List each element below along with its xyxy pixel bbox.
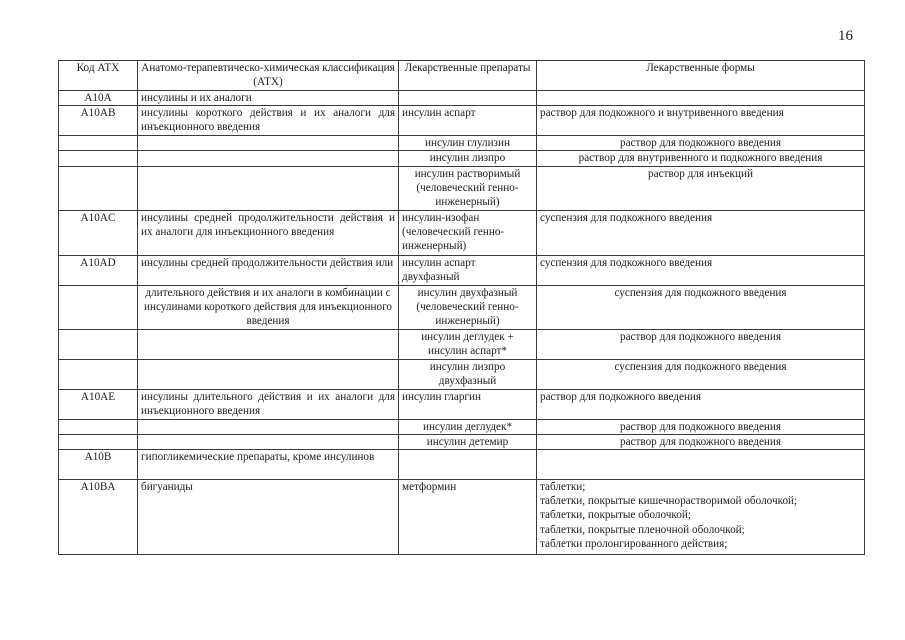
atx-classification: бигуаниды — [138, 480, 399, 555]
table-row — [59, 450, 865, 480]
drug-name: инсулин деглудек* — [399, 419, 537, 434]
drug-name: инсулин аспарт двухфазный — [399, 255, 537, 285]
drug-name — [399, 450, 537, 480]
drug-name: инсулин лизпро двухфазный — [399, 359, 537, 389]
drug-name: инсулин растворимый (человеческий генно-инженерный) — [399, 166, 537, 210]
dosage-form — [537, 450, 865, 480]
dosage-form: раствор для подкожного введения — [537, 389, 865, 419]
dosage-form: раствор для подкожного введения — [537, 136, 865, 151]
dosage-form: раствор для подкожного введения — [537, 419, 865, 434]
header-drugs: Лекарственные препараты — [399, 61, 537, 91]
table-row — [59, 106, 865, 136]
atx-classification — [138, 359, 399, 389]
dosage-form: суспензия для подкожного введения — [537, 210, 865, 255]
header-forms: Лекарственные формы — [537, 61, 865, 91]
atx-classification: инсулины и их аналоги — [138, 91, 399, 106]
drug-name: инсулин двухфазный (человеческий генно-инженерный) — [399, 285, 537, 329]
drug-name: инсулин-изофан (человеческий генно-инженерный) — [399, 210, 537, 255]
atx-code: A10BA — [59, 480, 138, 555]
dosage-form: суспензия для подкожного введения — [537, 255, 865, 285]
atx-classification: гипогликемические препараты, кроме инсулинов — [138, 450, 399, 480]
table-row — [59, 255, 865, 285]
atx-classification: длительного действия и их аналоги в комбинации с инсулинами короткого действия для инъекционного введения — [138, 285, 399, 329]
drug-name: метформин — [399, 480, 537, 555]
dosage-form: раствор для подкожного введения — [537, 329, 865, 359]
table-row — [59, 166, 865, 210]
table-row — [59, 480, 865, 555]
atx-code — [59, 166, 138, 210]
table-row — [59, 434, 865, 449]
dosage-form: раствор для подкожного введения — [537, 434, 865, 449]
atx-code: A10B — [59, 450, 138, 480]
atx-code: A10AC — [59, 210, 138, 255]
atx-classification: инсулины средней продолжительности действия или — [138, 255, 399, 285]
table-row — [59, 210, 865, 255]
atx-classification — [138, 136, 399, 151]
atx-code: A10A — [59, 91, 138, 106]
atx-code — [59, 434, 138, 449]
atx-code: A10AB — [59, 106, 138, 136]
atx-code — [59, 419, 138, 434]
table-row — [59, 419, 865, 434]
dosage-form: суспензия для подкожного введения — [537, 359, 865, 389]
atx-classification — [138, 434, 399, 449]
dosage-form — [537, 91, 865, 106]
dosage-form: раствор для подкожного и внутривенного введения — [537, 106, 865, 136]
dosage-form: раствор для инъекций — [537, 166, 865, 210]
atx-classification — [138, 166, 399, 210]
header-classification: Анатомо-терапевтическо-химическая классификация (АТХ) — [138, 61, 399, 91]
atx-code — [59, 151, 138, 166]
atx-classification: инсулины короткого действия и их аналоги для инъекционного введения — [138, 106, 399, 136]
drug-name: инсулин гларгин — [399, 389, 537, 419]
drug-name — [399, 91, 537, 106]
atx-classification: инсулины средней продолжительности действия и их аналоги для инъекционного введения — [138, 210, 399, 255]
page-number: 16 — [838, 28, 853, 44]
table-header-row — [59, 61, 865, 91]
table-row — [59, 359, 865, 389]
table-row — [59, 91, 865, 106]
atx-code — [59, 329, 138, 359]
table-row — [59, 285, 865, 329]
dosage-form: таблетки; таблетки, покрытые кишечнорастворимой оболочкой; таблетки, покрытые оболочкой; таблетки, покрытые пленочной оболочкой; таблетки пролонгированного действия; — [537, 480, 865, 555]
header-code: Код АТХ — [59, 61, 138, 91]
atx-classification — [138, 329, 399, 359]
atx-classification: инсулины длительного действия и их аналоги для инъекционного введения — [138, 389, 399, 419]
table-row — [59, 136, 865, 151]
atx-classification — [138, 151, 399, 166]
dosage-form: раствор для внутривенного и подкожного введения — [537, 151, 865, 166]
atx-code — [59, 285, 138, 329]
atx-code: A10AE — [59, 389, 138, 419]
drug-name: инсулин лизпро — [399, 151, 537, 166]
atx-code — [59, 136, 138, 151]
table-row — [59, 329, 865, 359]
drug-name: инсулин аспарт — [399, 106, 537, 136]
drug-name: инсулин деглудек + инсулин аспарт* — [399, 329, 537, 359]
table-row — [59, 151, 865, 166]
atx-code: A10AD — [59, 255, 138, 285]
atx-code — [59, 359, 138, 389]
atx-classification — [138, 419, 399, 434]
atx-table — [58, 60, 865, 555]
dosage-form: суспензия для подкожного введения — [537, 285, 865, 329]
drug-name: инсулин глулизин — [399, 136, 537, 151]
drug-name: инсулин детемир — [399, 434, 537, 449]
table-row — [59, 389, 865, 419]
